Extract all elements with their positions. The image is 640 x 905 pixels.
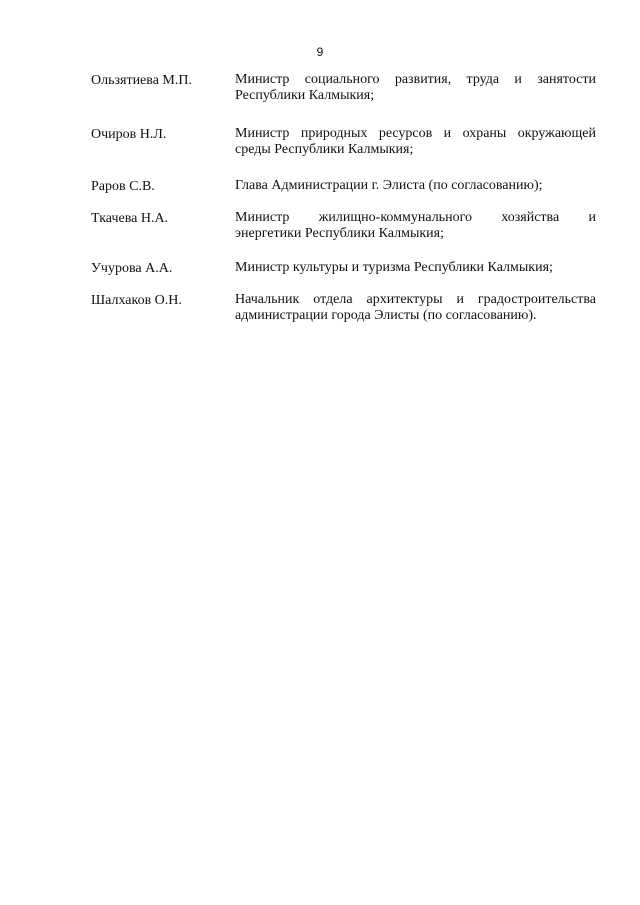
member-name: Раров С.В. — [91, 179, 155, 194]
member-role-line1: Министр культуры и туризма Республики Калмыкия; — [235, 260, 553, 275]
member-role-line1: Глава Администрации г. Элиста (по согласованию); — [235, 178, 543, 193]
page-number: 9 — [316, 45, 324, 59]
list-item — [91, 260, 596, 280]
member-name: Учурова А.А. — [91, 261, 173, 276]
member-role-line1: Министр жилищно-коммунального хозяйства и — [235, 210, 596, 225]
member-role-line2: администрации города Элисты (по согласованию). — [235, 308, 537, 323]
list-item — [91, 210, 596, 244]
member-role-line2: энергетики Республики Калмыкия; — [235, 226, 444, 241]
member-role-line1: Министр природных ресурсов и охраны окружающей — [235, 126, 596, 141]
member-name: Шалхаков О.Н. — [91, 293, 182, 308]
list-item — [91, 72, 596, 106]
member-role-line1: Начальник отдела архитектуры и градостроительства — [235, 292, 596, 307]
member-name: Ользятиева М.П. — [91, 73, 192, 88]
member-role-line2: Республики Калмыкия; — [235, 88, 375, 103]
member-name: Ткачева Н.А. — [91, 211, 169, 226]
member-name: Очиров Н.Л. — [91, 127, 167, 142]
list-item — [91, 126, 596, 160]
list-item — [91, 178, 596, 198]
list-item — [91, 292, 596, 326]
member-list — [91, 72, 596, 326]
member-role-line1: Министр социального развития, труда и занятости — [235, 72, 596, 87]
member-role-line2: среды Республики Калмыкия; — [235, 142, 414, 157]
